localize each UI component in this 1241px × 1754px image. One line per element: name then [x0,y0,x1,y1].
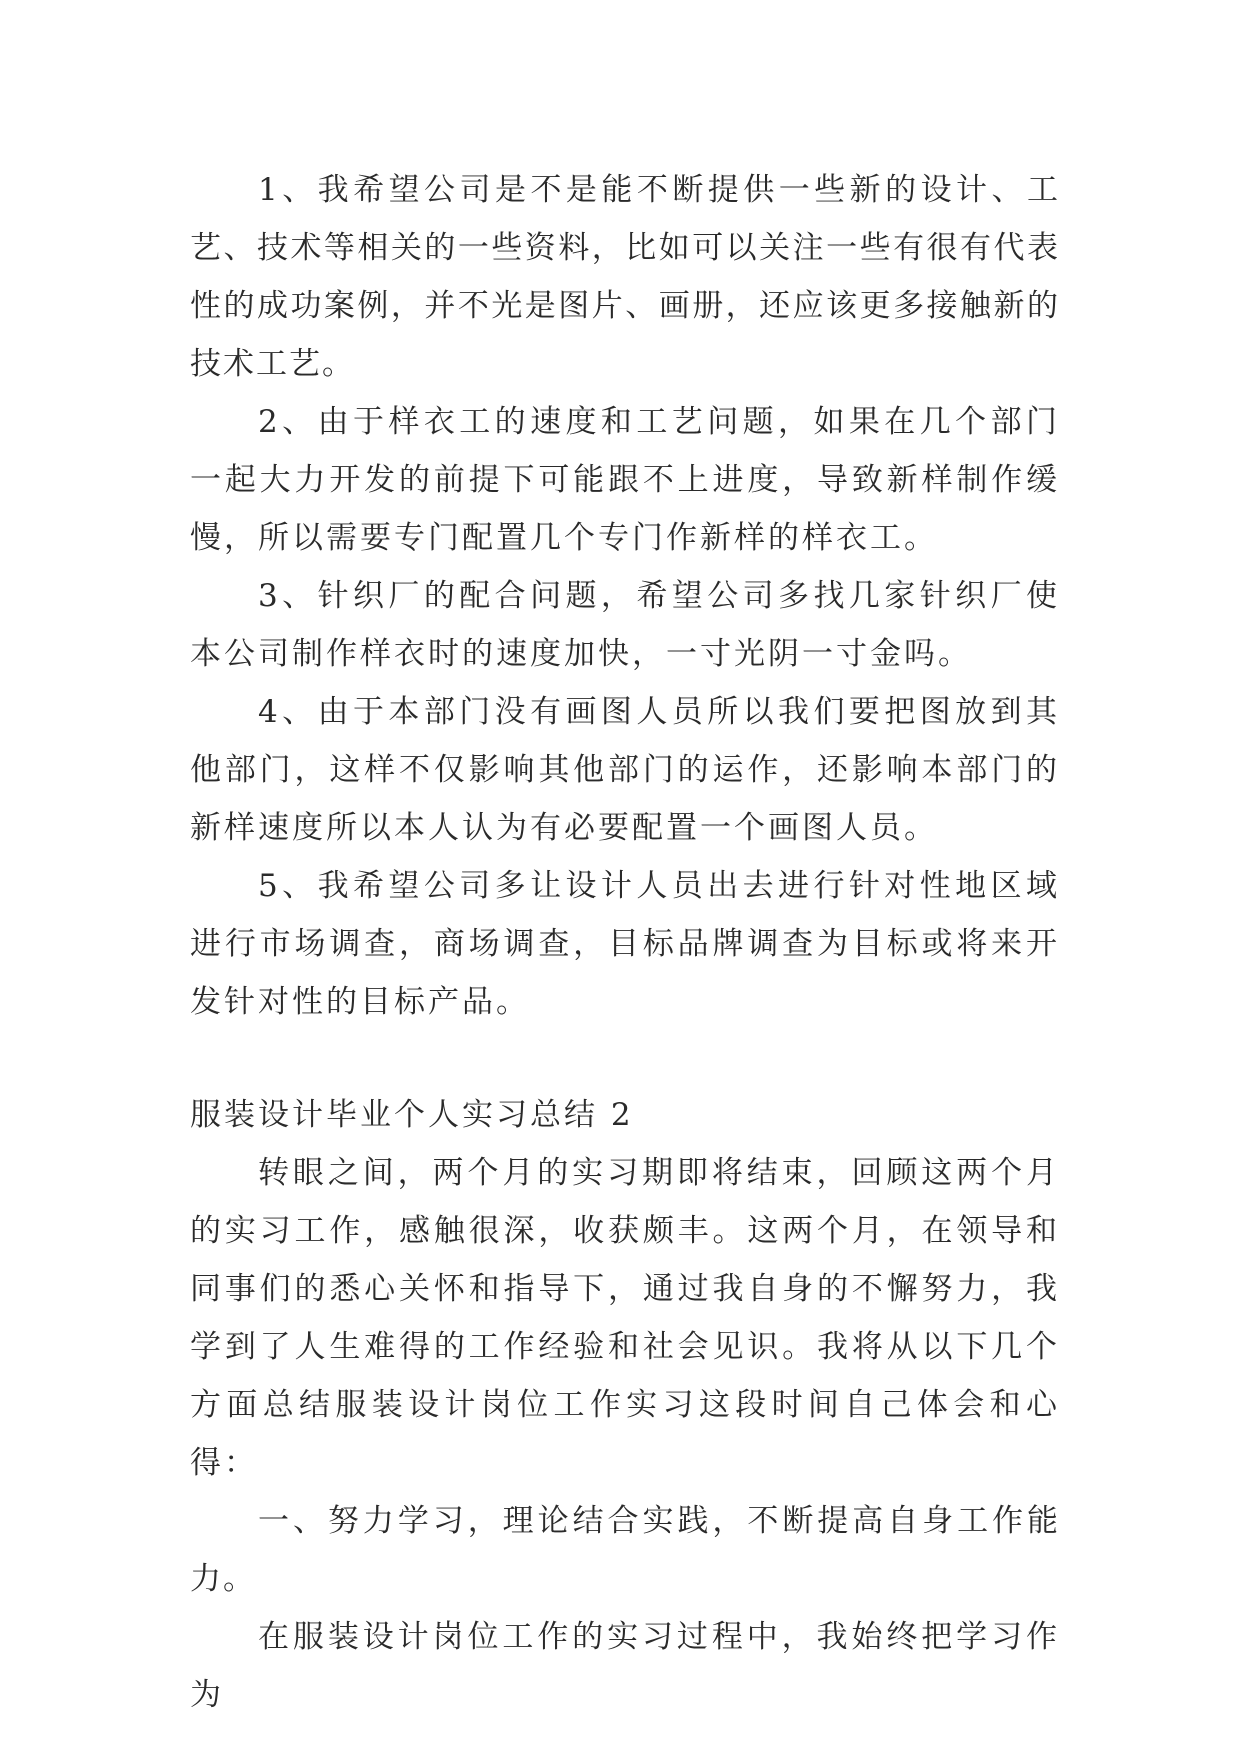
section-spacer [190,1031,1060,1086]
paragraph-item-4: 4、由于本部门没有画图人员所以我们要把图放到其他部门，这样不仅影响其他部门的运作，还影响本部门的新样速度所以本人认为有必要配置一个画图人员。 [190,694,1060,846]
point-heading: 一、努力学习，理论结合实践，不断提高自身工作能力。 [190,1503,1060,1597]
intro-paragraph: 转眼之间，两个月的实习期即将结束，回顾这两个月的实习工作，感触很深，收获颇丰。这两个月，在领导和同事们的悉心关怀和指导下，通过我自身的不懈努力，我学到了人生难得的工作经验和社会见识。我将从以下几个方面总结服装设计岗位工作实习这段时间自己体会和心得： [190,1155,1060,1481]
paragraph-item-3: 3、针织厂的配合问题，希望公司多找几家针织厂使本公司制作样衣时的速度加快，一寸光阴一寸金吗。 [190,578,1060,672]
body-paragraph: 在服装设计岗位工作的实习过程中，我始终把学习作为 [190,1619,1060,1713]
paragraph-item-1: 1、我希望公司是不是能不断提供一些新的设计、工艺、技术等相关的一些资料，比如可以关注一些有很有代表性的成功案例，并不光是图片、画册，还应该更多接触新的技术工艺。 [190,172,1060,382]
section-title: 服装设计毕业个人实习总结 2 [190,1097,634,1133]
paragraph-item-2: 2、由于样衣工的速度和工艺问题，如果在几个部门一起大力开发的前提下可能跟不上进度，导致新样制作缓慢，所以需要专门配置几个专门作新样的样衣工。 [190,404,1060,556]
document-body [190,161,1060,1724]
paragraph-item-5: 5、我希望公司多让设计人员出去进行针对性地区域进行市场调查，商场调查，目标品牌调查为目标或将来开发针对性的目标产品。 [190,868,1060,1020]
